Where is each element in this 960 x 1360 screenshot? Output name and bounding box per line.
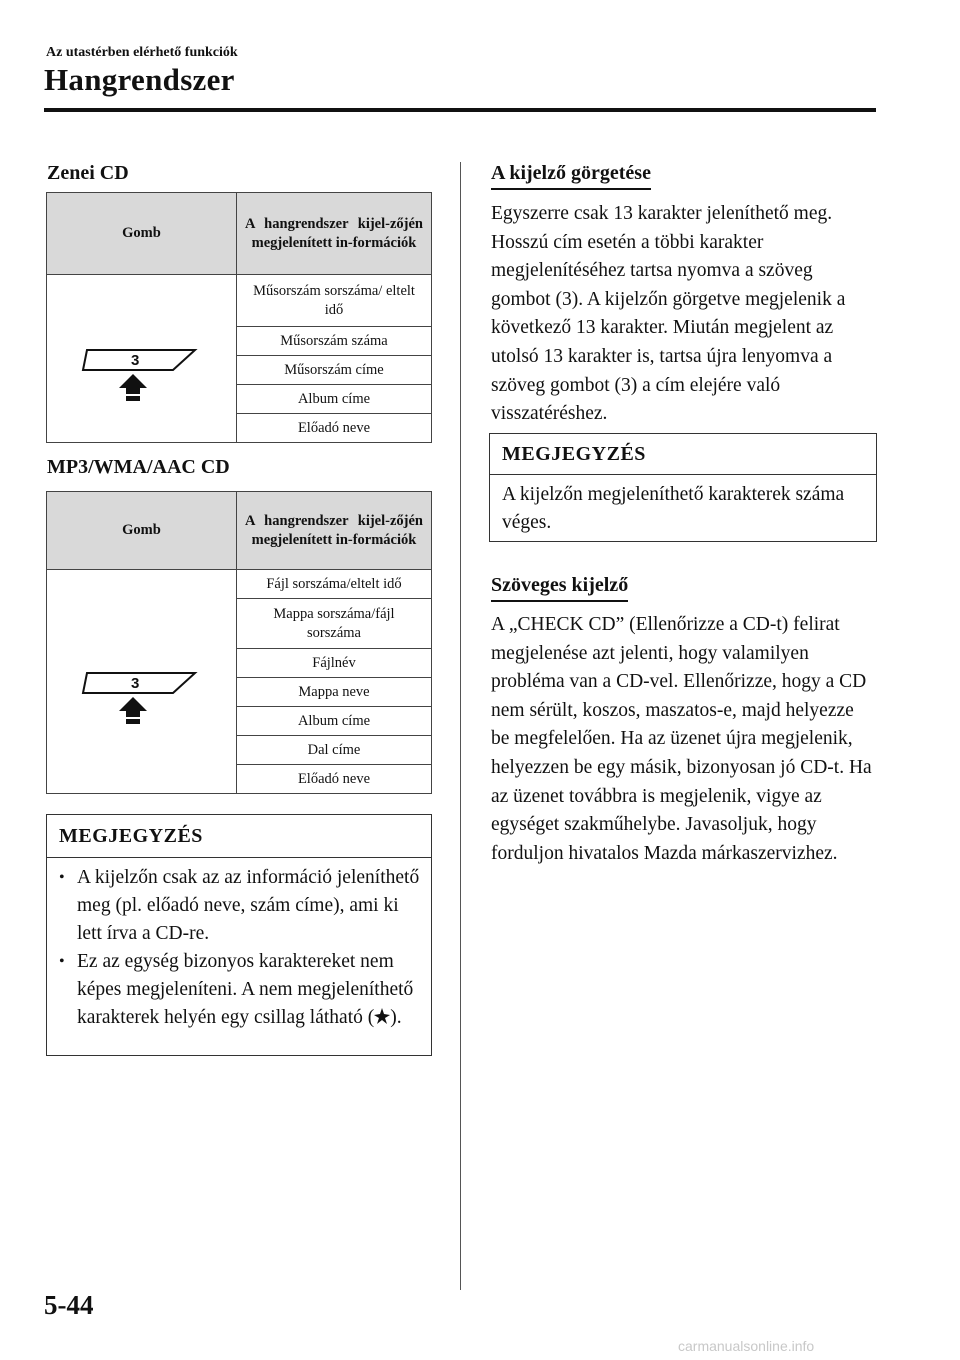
page-number: 5-44 (44, 1290, 94, 1320)
text-button-icon (77, 633, 207, 725)
note-box-right (489, 433, 877, 542)
column-divider (460, 162, 461, 1290)
table-cell: Fájlnév (237, 649, 432, 678)
text-display-paragraph: A „CHECK CD” (Ellenőrizze a CD-t) felirat megjelenése azt jelenti, hogy valamilyen probléma van a CD-vel. Ellenőrizze, hogy a CD nem sérült, koszos, maszatos-e, majd helyezze be megfelelően. Ha az üzenet újra megjelenik, helyezzen be egy másik, bizonyosan jó CD-t. Ha az üzenet továbbra is megjelenik, vigye az egységet szakműhelybe. Javasoljuk, hogy forduljon hivatalos Mazda márkaszervizhez. (491, 614, 872, 864)
table-cell: Műsorszám sorszáma/ eltelt idő (237, 275, 432, 327)
note-box-left (46, 814, 432, 1056)
table-cell: Műsorszám száma (237, 327, 432, 356)
table-header-info: A hangrendszer kijel-zőjén megjelenített in-formációk (237, 492, 432, 570)
table-header-button: Gomb (47, 193, 237, 275)
button-number: 3 (130, 351, 139, 369)
cd-heading: Zenei CD (47, 162, 129, 184)
note-text: A kijelzőn megjeleníthető karakterek száma véges. (502, 484, 845, 533)
cd-info-table (46, 192, 432, 443)
table-cell: Mappa neve (237, 678, 432, 707)
watermark: carmanualsonline.info (678, 1338, 815, 1354)
button-cell (47, 570, 237, 794)
bullet-dot-icon: • (59, 869, 65, 886)
mp3-info-table (46, 491, 432, 794)
section-label: Az utastérben elérhető funkciók (46, 45, 238, 60)
button-cell (47, 275, 237, 443)
text-button-icon (77, 310, 207, 402)
note-bullet (59, 948, 423, 1032)
table-cell: Mappa sorszáma/fájl sorszáma (237, 599, 432, 649)
table-cell: Fájl sorszáma/eltelt idő (237, 570, 432, 599)
bullet-dot-icon: • (59, 953, 65, 970)
note-title: MEGJEGYZÉS (490, 434, 876, 475)
table-cell: Műsorszám címe (237, 356, 432, 385)
table-cell: Előadó neve (237, 765, 432, 794)
button-number: 3 (130, 674, 139, 692)
scroll-paragraph: Egyszerre csak 13 karakter jeleníthető meg. Hosszú cím esetén a többi karakter megjelenítéséhez tartsa nyomva a szöveg gombot (3). A kijelzőn görgetve megjelenik a következő 13 karakter. Miután megjelent az utolsó 13 karakter is, tartsa újra lenyomva a szöveg gombot (3) a cím elejére való visszatéréshez. (491, 203, 846, 425)
press-arrow-icon (119, 697, 147, 724)
table-cell: Album címe (237, 385, 432, 414)
press-arrow-icon (119, 374, 147, 401)
scroll-heading: A kijelző görgetése (491, 162, 651, 190)
note-bullet-text: Ez az egység bizonyos karaktereket nem képes megjeleníteni. A nem megjeleníthető karakterek helyén egy csillag látható ( ). (77, 951, 414, 1028)
table-cell: Dal címe (237, 736, 432, 765)
table-cell: Album címe (237, 707, 432, 736)
header-rule (44, 108, 876, 112)
table-header-info: A hangrendszer kijel-zőjén megjelenített in-formációk (237, 193, 432, 275)
note-bullet-text: A kijelzőn csak az az információ jeleníthető meg (pl. előadó neve, szám címe), ami ki lett írva a CD-re. (77, 867, 420, 944)
table-cell: Előadó neve (237, 414, 432, 443)
note-title: MEGJEGYZÉS (47, 815, 431, 858)
mp3-heading: MP3/WMA/AAC CD (47, 456, 230, 478)
table-header-button: Gomb (47, 492, 237, 570)
chapter-title: Hangrendszer (44, 62, 235, 97)
asterisk-icon (374, 1008, 390, 1024)
text-display-heading: Szöveges kijelző (491, 574, 628, 602)
note-bullet (59, 864, 423, 948)
